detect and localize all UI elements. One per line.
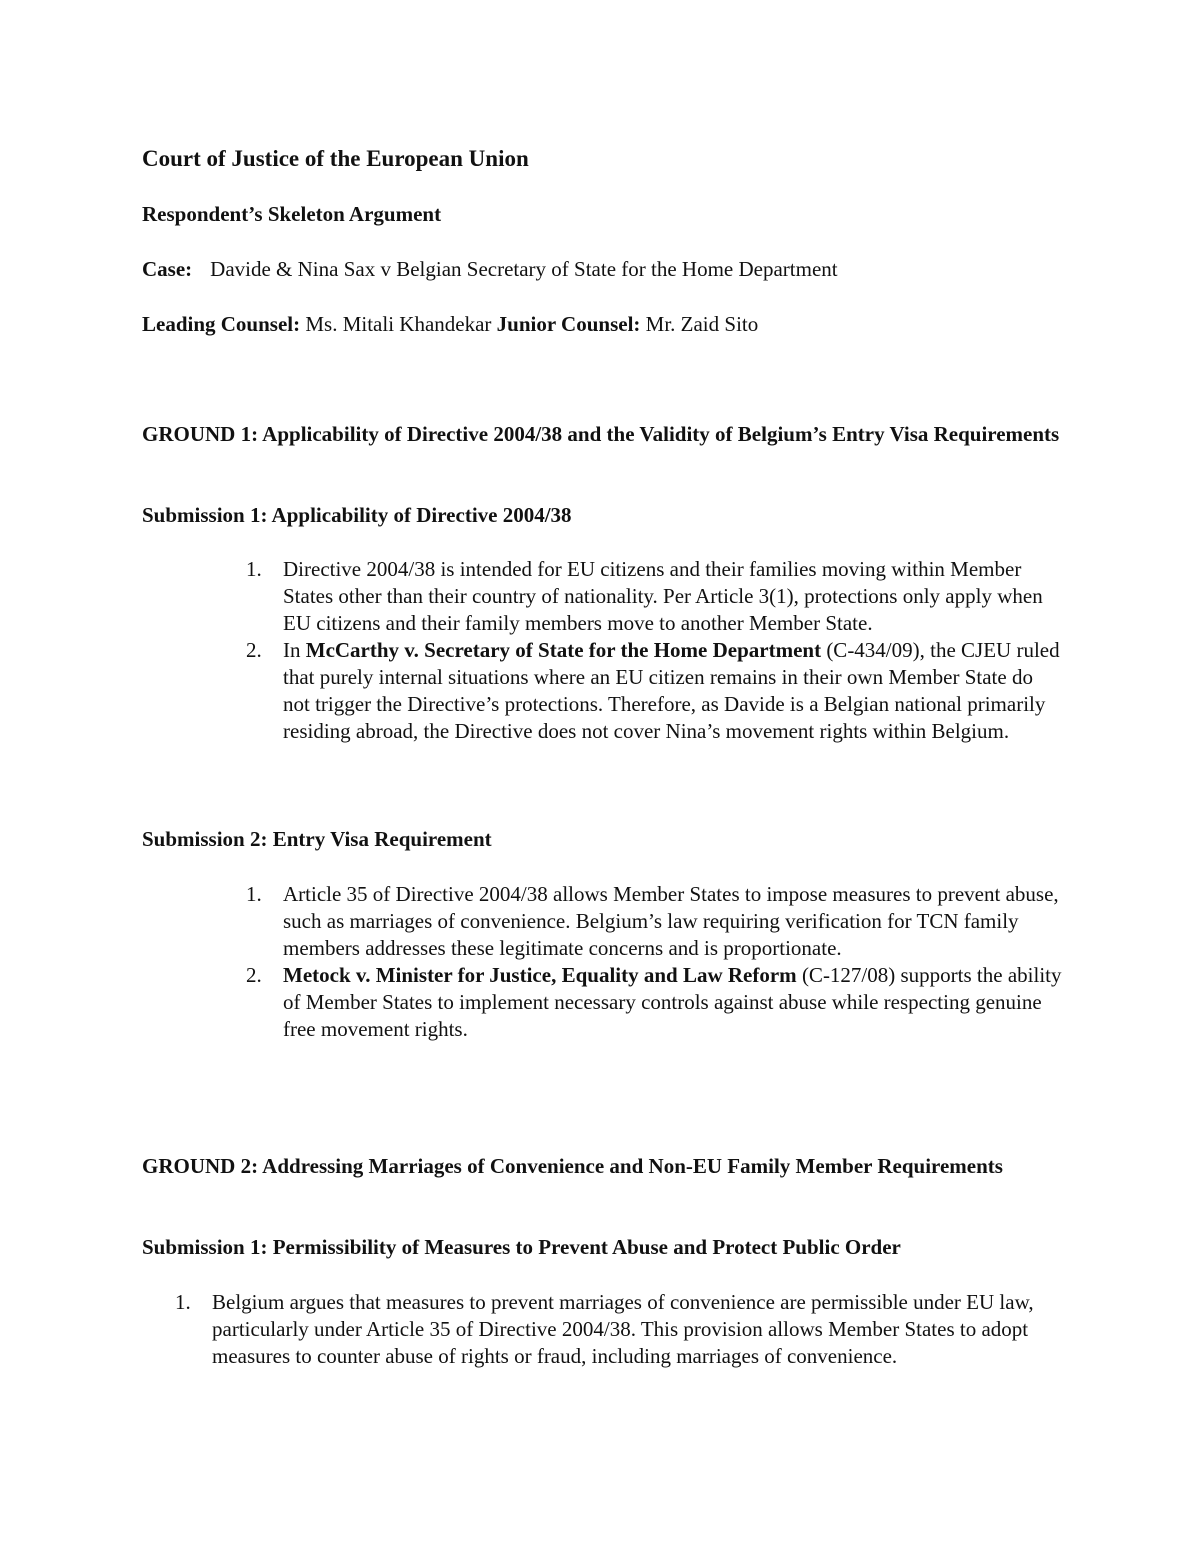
list-item-text-pre: In [283, 638, 306, 662]
leading-counsel-value: Ms. Mitali Khandekar [305, 312, 492, 336]
document-type-heading: Respondent’s Skeleton Argument [142, 202, 442, 226]
counsel-line [142, 311, 1062, 338]
leading-counsel-label: Leading Counsel: [142, 312, 301, 336]
list-item [246, 556, 1063, 637]
ground-1-submission-1-heading: Submission 1: Applicability of Directive 2004/38 [142, 503, 572, 527]
ground-1-submission-2-list [246, 881, 1063, 1043]
list-item-number: 2. [246, 963, 262, 987]
list-item-text: Article 35 of Directive 2004/38 allows Member States to impose measures to prevent abuse, such as marriages of convenience. Belgium’s law requiring verification for TCN family members addresses these legitimate concerns and is proportionate. [283, 882, 1059, 960]
list-item [246, 881, 1063, 962]
case-value: Davide & Nina Sax v Belgian Secretary of State for the Home Department [210, 257, 838, 281]
case-citation: Metock v. Minister for Justice, Equality and Law Reform [283, 963, 797, 987]
list-item-text: (C-434/09), the CJEU ruled that purely internal situations where an EU citizen remains in their own Member State do not trigger the Directive’s protections. Therefore, as Davide is a Belgian national primarily residing abroad, the Directive does not cover Nina’s movement rights within Belgium. [283, 638, 1060, 743]
ground-1-submission-2-heading: Submission 2: Entry Visa Requirement [142, 827, 492, 851]
ground-2-submission-1-list [175, 1289, 1062, 1370]
list-item [175, 1289, 1062, 1370]
list-item-number: 1. [246, 882, 262, 906]
list-item-text: Directive 2004/38 is intended for EU citizens and their families moving within Member States other than their country of nationality. Per Article 3(1), protections only apply when EU citizens and their family members move to another Member State. [283, 557, 1043, 635]
case-label: Case: [142, 257, 193, 281]
ground-1-submission-1-list [246, 556, 1063, 745]
ground-2-heading: GROUND 2: Addressing Marriages of Convenience and Non-EU Family Member Requirements [142, 1154, 1003, 1178]
list-item-number: 1. [246, 557, 262, 581]
junior-counsel-value: Mr. Zaid Sito [645, 312, 759, 336]
list-item-number: 1. [175, 1290, 191, 1314]
list-item-text: Belgium argues that measures to prevent marriages of convenience are permissible under EU law, particularly under Article 35 of Directive 2004/38. This provision allows Member States to adopt measures to counter abuse of rights or fraud, including marriages of convenience. [212, 1290, 1034, 1368]
ground-2-submission-1-heading: Submission 1: Permissibility of Measures to Prevent Abuse and Protect Public Order [142, 1235, 901, 1259]
list-item [246, 637, 1063, 745]
list-item-text: (C-127/08) supports the ability of Member States to implement necessary controls against abuse while respecting genuine free movement rights. [283, 963, 1062, 1041]
case-citation: McCarthy v. Secretary of State for the Home Department [305, 638, 822, 662]
list-item-number: 2. [246, 638, 262, 662]
ground-1-heading: GROUND 1: Applicability of Directive 2004/38 and the Validity of Belgium’s Entry Visa Requirements [142, 422, 1060, 446]
case-line [142, 256, 1062, 283]
junior-counsel-label: Junior Counsel: [496, 312, 641, 336]
court-title: Court of Justice of the European Union [142, 146, 529, 171]
list-item [246, 962, 1063, 1043]
